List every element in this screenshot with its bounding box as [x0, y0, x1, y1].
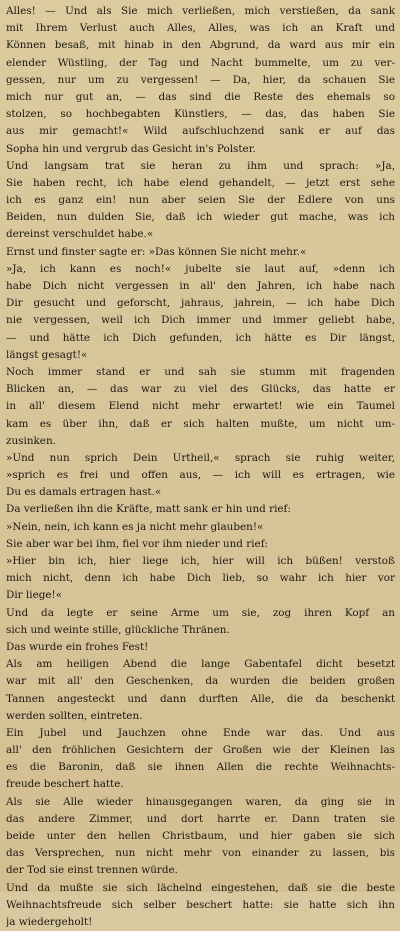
- text-line: freude beschert hatte.: [6, 778, 124, 791]
- text-line: Als am heiligen Abend die lange Gabentafel dicht besetzt: [6, 658, 395, 671]
- text-line: »Hier bin ich, hier liege ich, hier will ich büßen! verstoß: [6, 555, 395, 567]
- text-line: mich nicht, denn ich habe Dich lieb, so wahr ich hier vor: [6, 572, 395, 585]
- text-line: der Tod sie einst trennen würde.: [6, 864, 178, 877]
- text-line: war mit all' den Geschenken, da wurden die beiden großen: [6, 675, 395, 688]
- text-line: »Ja, ich kann es noch!« jubelte sie laut auf, »denn ich: [6, 262, 395, 275]
- text-line: Tannen angesteckt und dann durften Alle, die da beschenkt: [6, 692, 395, 705]
- text-line: beide unter den hellen Christbaum, und hier gaben sie sich: [6, 830, 395, 842]
- text-line: Können besaß, mit hinab in den Abgrund, da ward aus mir ein: [6, 39, 395, 52]
- text-line: Du es damals ertragen hast.«: [6, 486, 162, 499]
- text-line: Dir liege!«: [6, 589, 63, 602]
- text-line: ja wiedergeholt!: [6, 915, 93, 928]
- text-line: mich nur gut an, — das sind die Reste des ehemals so: [6, 90, 395, 103]
- text-line: »sprich es frei und offen aus, — ich will es ertragen, wie: [6, 469, 395, 482]
- text-line: »Nein, nein, ich kann es ja nicht mehr glauben!«: [6, 520, 264, 533]
- text-line: stolzen, so hochbegabten Künstlers, — das, das haben Sie: [6, 108, 395, 121]
- text-line: nie vergessen, weil ich Dich immer und immer geliebt habe,: [6, 314, 395, 327]
- text-line: Das wurde ein frohes Fest!: [6, 640, 149, 653]
- text-line: Und da mußte sie sich lächelnd eingestehen, daß sie die beste: [6, 881, 395, 894]
- text-line: »Und nun sprich Dein Urtheil,« sprach sie ruhig weiter,: [6, 451, 395, 464]
- text-line: dereinst verschuldet habe.«: [6, 228, 154, 241]
- text-line: ich es ganz ein! nun aber seien Sie der Edlere von uns: [6, 194, 395, 207]
- text-line: Und da legte er seine Arme um sie, zog ihren Kopf an: [6, 606, 395, 619]
- text-line: Sie aber war bei ihm, fiel vor ihm nieder und rief:: [6, 537, 269, 550]
- text-line: Dir gesucht und geforscht, jahraus, jahrein, — ich habe Dich: [6, 297, 395, 310]
- text-line: sich und weinte stille, glückliche Thränen.: [6, 623, 230, 636]
- text-line: Blicken an, — das war zu viel des Glücks, das hatte er: [6, 383, 395, 396]
- text-line: in all' diesem Elend nicht mehr erwartet! wie ein Taumel: [6, 400, 395, 413]
- text-line: habe Dich nicht vergessen in all' den Jahren, ich habe nach: [6, 280, 395, 292]
- text-line: mit Ihrem Verlust auch Alles, Alles, was ich an Kraft und: [6, 22, 395, 35]
- text-line: das Versprechen, nun nicht mehr von einander zu lassen, bis: [6, 847, 395, 860]
- text-line: es die Baronin, daß sie ihnen Allen die rechte Weihnachts-: [6, 761, 395, 774]
- text-line: Als sie Alle wieder hinausgegangen waren, da ging sie in: [6, 795, 395, 808]
- text-line: kam es über ihn, daß er sich halten mußte, um nicht um-: [6, 417, 395, 430]
- text-line: Beiden, nun dulden Sie, daß ich wieder gut mache, was ich: [6, 211, 395, 224]
- text-line: Alles! — Und als Sie mich verließen, mich verstießen, da sank: [6, 5, 395, 17]
- text-line: Weihnachtsfreude sich selber beschert hatte: sie hatte sich ihn: [6, 898, 395, 911]
- text-line: Sopha hin und vergrub das Gesicht in's Polster.: [6, 142, 256, 155]
- text-line: werden sollten, eintreten.: [6, 709, 143, 722]
- article-text: [6, 3, 395, 931]
- text-line: Noch immer stand er und sah sie stumm mit fragenden: [6, 365, 395, 378]
- text-line: elender Wüstling, der Tag und Nacht bummelte, um zu ver-: [6, 56, 395, 69]
- text-line: gessen, nur um zu vergessen! — Da, hier, da schauen Sie: [6, 73, 395, 86]
- text-line: Ein Jubel und Jauchzen ohne Ende war das. Und aus: [6, 726, 395, 739]
- text-line: längst gesagt!«: [6, 348, 88, 361]
- text-line: Da verließen ihn die Kräfte, matt sank er hin und rief:: [6, 503, 291, 516]
- text-line: all' den fröhlichen Gesichtern der Großen wie der Kleinen las: [6, 744, 395, 757]
- text-line: Ernst und finster sagte er: »Das können Sie nicht mehr.«: [6, 245, 307, 258]
- text-line: Sie haben recht, ich habe elend gehandelt, — jetzt erst sehe: [6, 176, 395, 189]
- text-line: Und langsam trat sie heran zu ihm und sprach: »Ja,: [6, 159, 395, 172]
- text-line: — und hätte ich Dich gefunden, ich hätte es Dir längst,: [6, 331, 395, 344]
- text-line: zusinken.: [6, 434, 56, 447]
- text-line: aus mir gemacht!« Wild aufschluchzend sank er auf das: [6, 125, 395, 138]
- text-line: das andere Zimmer, und dort harrte er. Dann traten sie: [6, 812, 395, 825]
